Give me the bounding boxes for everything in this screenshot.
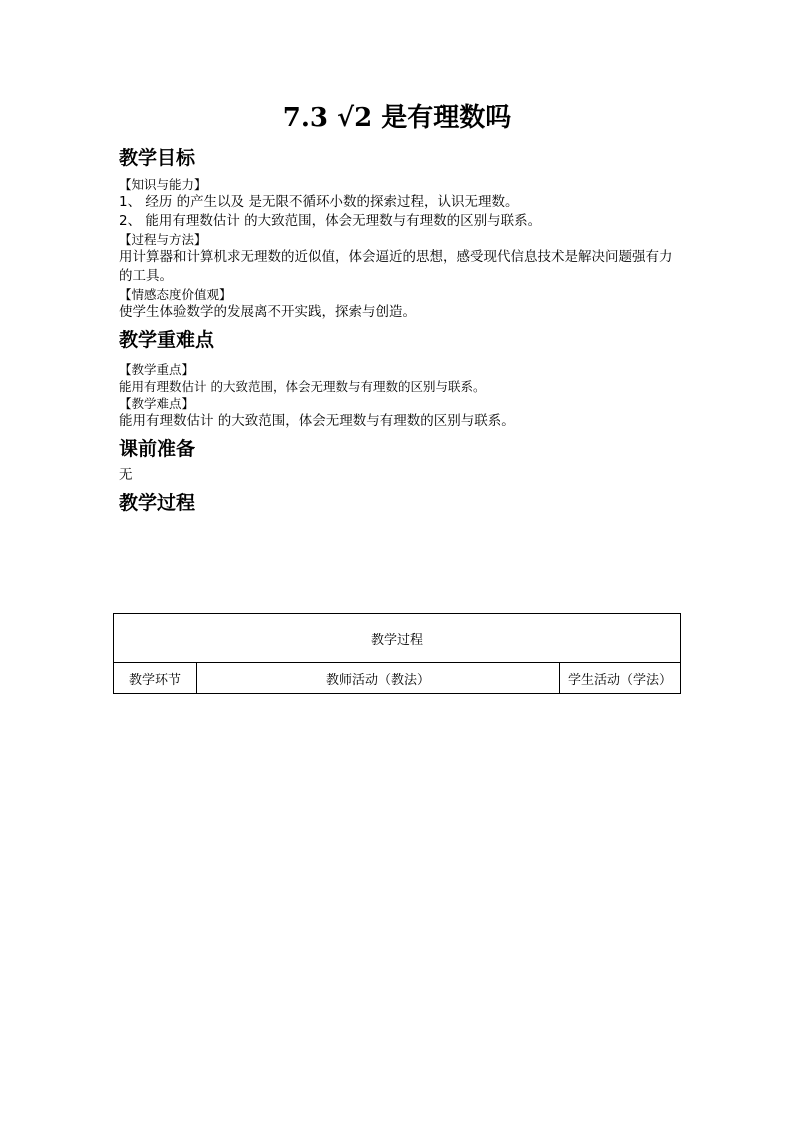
key-points-section [119, 328, 689, 431]
table-title-cell: 教学过程 [114, 614, 681, 663]
lesson-content [119, 146, 689, 515]
difficulty-text: 能用有理数估计 的大致范围，体会无理数与有理数的区别与联系。 [119, 413, 515, 429]
process-method-text: 用计算器和计算机求无理数的近似值，体会逼近的思想，感受现代信息技术是解决问题强有力的工具。 [119, 249, 673, 284]
process-method-label: 【过程与方法】 [119, 232, 207, 247]
focus-label: 【教学重点】 [119, 362, 195, 377]
preparation-heading: 课前准备 [119, 438, 196, 460]
table-row [114, 663, 681, 694]
objectives-section [119, 146, 689, 322]
preparation-section [119, 437, 689, 485]
emotion-text: 使学生体验数学的发展离不开实践，探索与创造。 [119, 304, 416, 320]
focus-text: 能用有理数估计 的大致范围，体会无理数与有理数的区别与联系。 [119, 379, 486, 394]
document-title: 7.3 √2 是有理数吗 [282, 103, 512, 133]
emotion-label: 【情感态度价值观】 [119, 287, 232, 302]
knowledge-item-2: 2、 能用有理数估计 的大致范围，体会无理数与有理数的区别与联系。 [119, 213, 542, 229]
table-row [114, 614, 681, 663]
process-table [113, 613, 681, 694]
process-heading: 教学过程 [119, 492, 196, 514]
knowledge-item-1: 1、 经历 的产生以及 是无限不循环小数的探索过程，认识无理数。 [119, 194, 519, 210]
preparation-text: 无 [119, 467, 133, 483]
process-section [119, 491, 689, 515]
column-header-stage: 教学环节 [114, 663, 197, 694]
objectives-heading: 教学目标 [119, 147, 196, 169]
column-header-student: 学生活动（学法） [560, 663, 681, 694]
difficulty-label: 【教学难点】 [119, 396, 195, 411]
key-points-heading: 教学重难点 [119, 329, 215, 351]
column-header-teacher: 教师活动（教法） [197, 663, 560, 694]
knowledge-label: 【知识与能力】 [119, 177, 207, 192]
